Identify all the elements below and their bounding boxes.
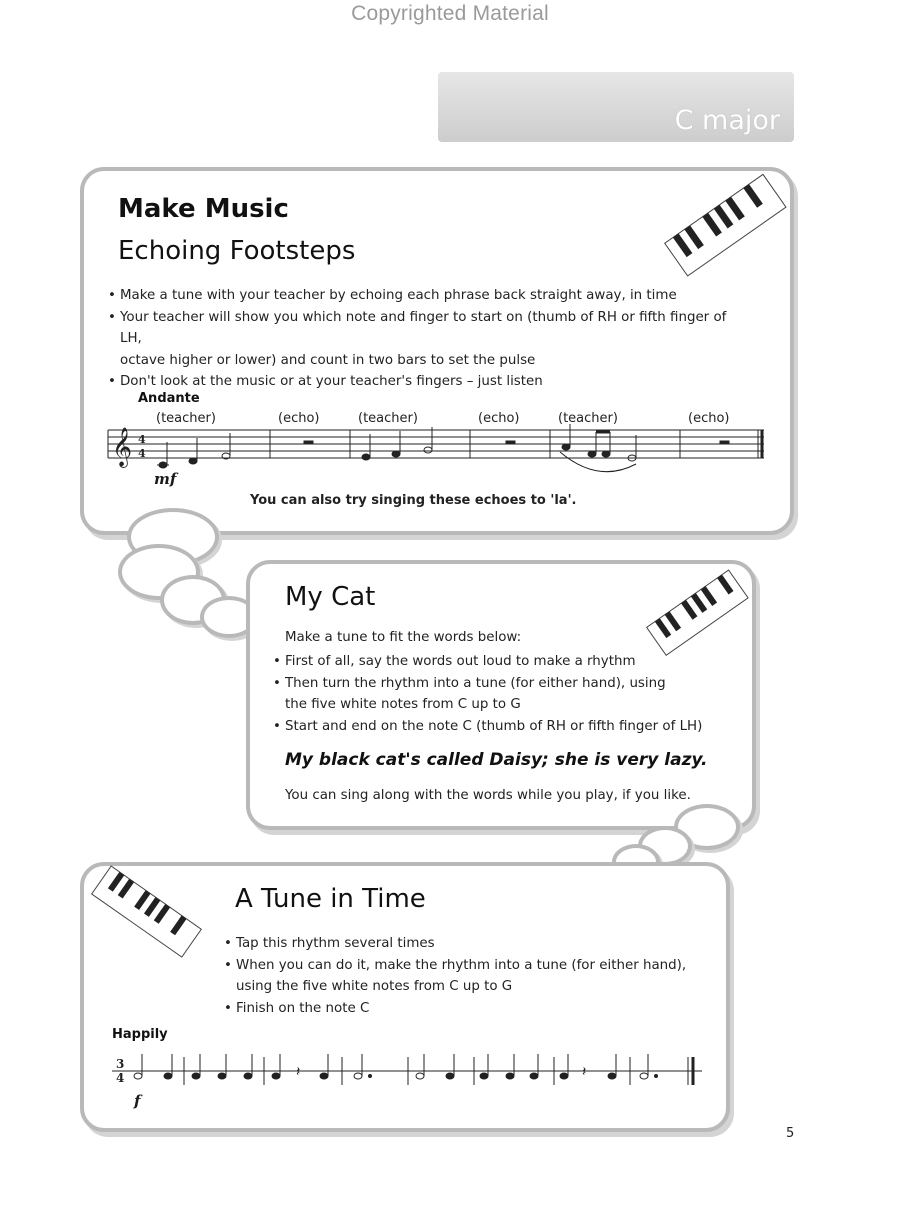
key-tab-label: C major [674, 105, 780, 136]
list-item [224, 955, 694, 998]
tempo-marking: Andante [138, 391, 200, 406]
tune-in-time-title: A Tune in Time [235, 884, 426, 914]
my-cat-instructions [273, 651, 723, 737]
list-item-text: Your teacher will show you which note and finger to start on (thumb of RH or fifth finger of LH, [120, 309, 727, 346]
rhythm-line [112, 1054, 712, 1094]
staff-label: (echo) [278, 411, 320, 426]
make-music-heading: Make Music [118, 194, 289, 224]
svg-text:4: 4 [116, 1071, 125, 1085]
staff-label: (echo) [478, 411, 520, 426]
dynamic-marking: f [134, 1092, 141, 1110]
echo-staff [108, 428, 768, 488]
svg-text:4: 4 [138, 447, 146, 460]
list-item: • Finish on the note C [224, 998, 694, 1020]
tune-in-time-instructions [224, 933, 694, 1019]
piano-keys-icon [650, 170, 790, 300]
key-tab [438, 72, 794, 142]
staff-label: (echo) [688, 411, 730, 426]
staff-label: (teacher) [558, 411, 618, 426]
list-item-text: When you can do it, make the rhythm into a tune (for either hand), [236, 957, 687, 973]
make-music-instructions [108, 285, 748, 393]
my-cat-title: My Cat [285, 582, 376, 612]
echoing-footsteps-title: Echoing Footsteps [118, 236, 356, 266]
list-item: • First of all, say the words out loud to make a rhythm [273, 651, 723, 673]
svg-text:3: 3 [116, 1057, 125, 1071]
staff-label: (teacher) [358, 411, 418, 426]
staff-label: (teacher) [156, 411, 216, 426]
watermark: Copyrighted Material [351, 2, 549, 25]
svg-text:𝄞: 𝄞 [112, 427, 133, 467]
svg-text:𝄽: 𝄽 [296, 1064, 301, 1080]
list-item-continuation: octave higher or lower) and count in two bars to set the pulse [120, 352, 536, 368]
list-item [273, 673, 723, 716]
list-item: • Make a tune with your teacher by echoing each phrase back straight away, in time [108, 285, 748, 307]
my-cat-lyric: My black cat's called Daisy; she is very lazy. [285, 750, 708, 770]
list-item-continuation: using the five white notes from C up to G [236, 979, 513, 994]
tempo-marking: Happily [112, 1027, 168, 1042]
piano-keys-icon [86, 866, 206, 976]
list-item-text: Then turn the rhythm into a tune (for either hand), using [285, 675, 666, 691]
make-music-footnote: You can also try singing these echoes to 'la'. [250, 493, 577, 508]
list-item: • Start and end on the note C (thumb of RH or fifth finger of LH) [273, 716, 723, 738]
list-item: • Don't look at the music or at your teacher's fingers – just listen [108, 371, 748, 393]
my-cat-footnote: You can sing along with the words while you play, if you like. [285, 788, 691, 803]
dynamic-marking: mf [154, 470, 177, 488]
list-item [108, 307, 748, 372]
svg-text:4: 4 [138, 433, 146, 446]
svg-text:𝄽: 𝄽 [582, 1064, 587, 1080]
list-item: • Tap this rhythm several times [224, 933, 694, 955]
list-item-continuation: the five white notes from C up to G [285, 697, 521, 712]
my-cat-intro: Make a tune to fit the words below: [285, 630, 522, 645]
page-number: 5 [786, 1126, 795, 1141]
